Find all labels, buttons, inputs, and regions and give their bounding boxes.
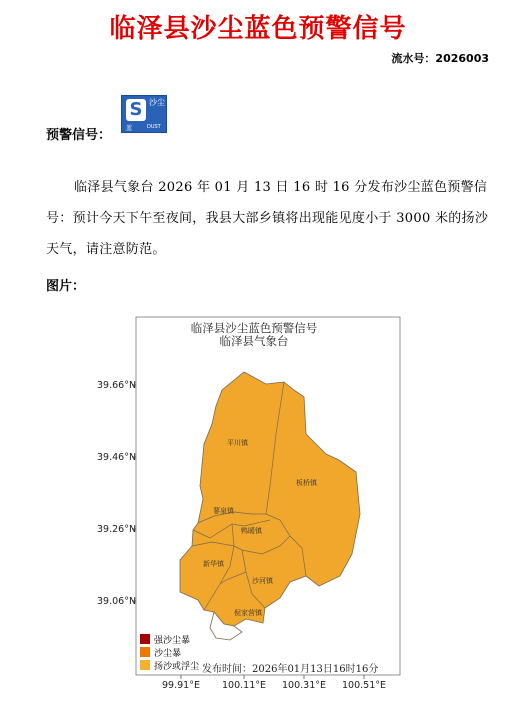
town-label: 平川镇 [227,439,248,447]
serial-number: 流水号：2026003 [391,52,489,65]
lon-label: 100.11°E [222,680,266,691]
picture-label: 图片： [46,279,86,294]
town-label: 倪家营镇 [234,609,262,617]
legend-item: 强沙尘暴 [140,634,190,646]
lat-label: 39.26°N [97,524,137,535]
map-title: 临泽县沙尘蓝色预警信号 [190,321,318,335]
town-label: 新华镇 [203,560,224,568]
lon-label: 100.51°E [342,680,386,691]
map-subtitle: 临泽县气象台 [219,334,289,348]
lat-label: 39.66°N [97,380,137,391]
badge-chars: 沙尘 [149,98,165,107]
town-label: 沙河镇 [252,577,273,585]
lat-label: 39.46°N [97,452,137,463]
signal-label: 预警信号： [46,128,112,143]
town-label: 板桥镇 [296,479,317,487]
badge-en: DUST [147,124,161,130]
badge-letter: S [126,99,146,121]
lat-label: 39.06°N [97,596,137,607]
legend-swatch [140,647,150,657]
badge-level: 蓝 [126,125,133,132]
legend-item: 扬沙或浮尘 [140,660,199,672]
page-title: 临泽县沙尘蓝色预警信号 [109,14,407,44]
town-label: 蓼泉镇 [213,507,234,515]
legend-swatch [140,634,150,644]
warning-body: 临泽县气象台 2026 年 01 月 13 日 16 时 16 分发布沙尘蓝色预警信号：预计今天下午至夜间，我县大部乡镇将出现能见度小于 3000 米的扬沙天气，请注意防范。 [46,180,489,257]
dust-blue-warning-icon [121,95,167,133]
legend-item: 沙尘暴 [140,647,181,659]
issue-time: 发布时间：2026年01月13日16时16分 [202,664,379,675]
warning-map [94,314,414,694]
lon-label: 99.91°E [162,680,200,691]
legend-swatch [140,660,150,670]
lon-label: 100.31°E [282,680,326,691]
town-label: 鸭暖镇 [241,527,262,535]
